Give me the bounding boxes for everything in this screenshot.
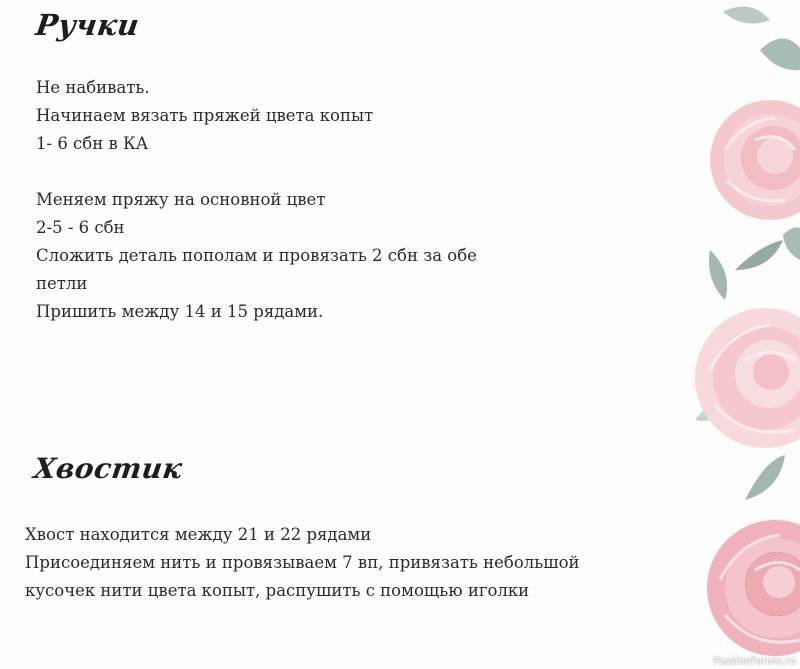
leaf-icon [783,227,800,260]
text-line: Начинаем вязать пряжей цвета копыт [36,106,374,125]
text-line: кусочек нити цвета копыт, распушить с помощью иголки [25,581,530,600]
watermark: PassionForum.ru [713,656,796,667]
text-line: петли [36,274,88,293]
leaf-icon [735,240,783,270]
tail-paragraph [25,521,580,605]
rose-icon [707,520,800,656]
rose-icon [695,308,800,448]
text-line: Сложить деталь пополам и провязать 2 сбн за обе [36,246,477,265]
text-line: Пришить между 14 и 15 рядами. [36,302,324,321]
text-line: 1- 6 сбн в КА [36,134,149,153]
leaf-icon [760,38,800,70]
text-line: Присоединяем нить и провязываем 7 вп, привязать небольшой [25,553,580,572]
rose-icon [710,100,800,220]
leaf-icon [709,250,727,300]
text-line: Хвост находится между 21 и 22 рядами [25,525,372,544]
section-title-handles: Ручки [33,8,142,42]
text-line: 2-5 - 6 сбн [36,218,125,237]
text-line: Не набивать. [36,78,150,97]
leaf-icon [723,7,770,24]
section-title-tail: Хвостик [31,452,185,485]
handles-paragraph-2 [36,186,477,326]
text-line: Меняем пряжу на основной цвет [36,190,326,209]
leaf-icon [745,455,785,500]
rose-decoration [665,0,800,669]
handles-paragraph-1 [36,74,373,158]
